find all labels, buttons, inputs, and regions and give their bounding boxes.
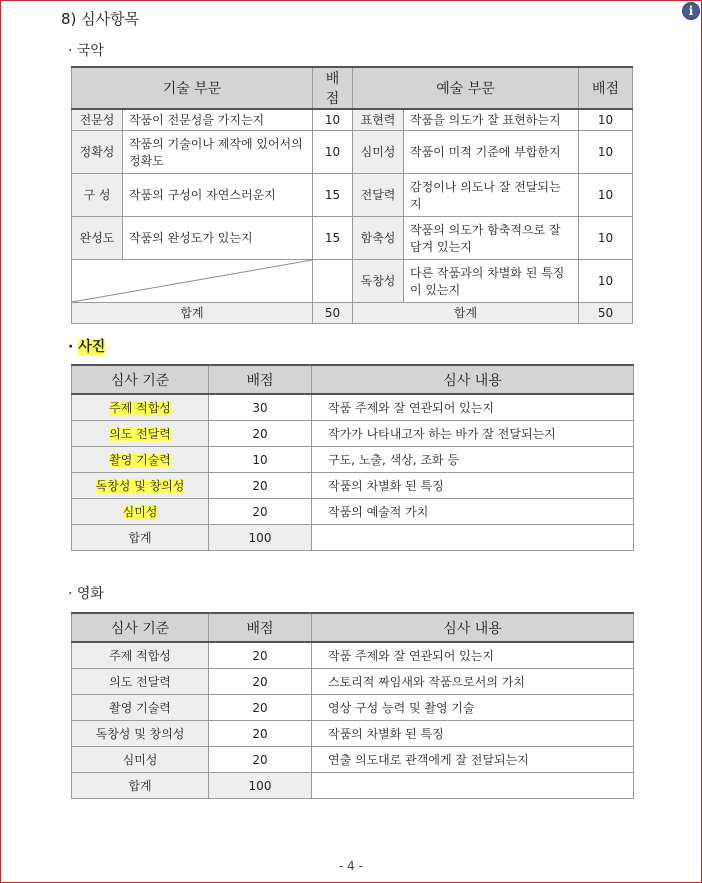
criterion-label: 의도 전달력 (72, 669, 209, 695)
table-row (72, 109, 633, 130)
criterion-content: 영상 구성 능력 및 촬영 기술 (312, 695, 634, 721)
score: 10 (313, 130, 353, 173)
criterion-label: 의도 전달력 (109, 427, 171, 441)
score (313, 259, 353, 302)
score: 20 (209, 642, 312, 669)
total-score: 50 (313, 302, 353, 323)
table-row (72, 747, 634, 773)
table-row (72, 421, 634, 447)
table-row (72, 394, 634, 421)
header-content: 심사 내용 (312, 613, 634, 642)
criterion-content: 작품 주제와 잘 연관되어 있는지 (312, 642, 634, 669)
table-row (72, 695, 634, 721)
total-row (72, 525, 634, 551)
photo-title-text: 사진 (78, 339, 106, 355)
table-row (72, 669, 634, 695)
total-label: 합계 (353, 302, 579, 323)
criterion-desc: 감정이나 의도나 잘 전달되는지 (404, 173, 579, 216)
header-score: 배점 (579, 67, 633, 109)
score: 20 (209, 695, 312, 721)
score: 20 (209, 747, 312, 773)
score: 30 (209, 394, 312, 421)
total-label: 합계 (72, 773, 209, 799)
film-title: · 영화 (68, 586, 104, 602)
score: 15 (313, 216, 353, 259)
header-criterion: 심사 기준 (72, 613, 209, 642)
criterion-desc: 다른 작품과의 차별화 된 특징이 있는지 (404, 259, 579, 302)
table-row (72, 721, 634, 747)
header-content: 심사 내용 (312, 365, 634, 394)
total-row (72, 773, 634, 799)
criterion-label: 정확성 (72, 130, 123, 173)
criterion-label: 심미성 (353, 130, 404, 173)
criterion-desc: 작품의 완성도가 있는지 (123, 216, 313, 259)
table-row (72, 259, 633, 302)
table-row (72, 473, 634, 499)
total-label: 합계 (72, 302, 313, 323)
gugak-title: · 국악 (68, 43, 104, 59)
criterion-content: 작품의 예술적 가치 (312, 499, 634, 525)
header-score: 배점 (313, 67, 353, 109)
table-row (72, 216, 633, 259)
header-criterion: 심사 기준 (72, 365, 209, 394)
criterion-desc: 작품의 기술이나 제작에 있어서의 정확도 (123, 130, 313, 173)
criterion-content: 작품의 차별화 된 특징 (312, 721, 634, 747)
gugak-table (71, 66, 633, 324)
criterion-label: 전달력 (353, 173, 404, 216)
criterion-content: 스토리적 짜임새와 작품으로서의 가치 (312, 669, 634, 695)
criterion-desc: 작품을 의도가 잘 표현하는지 (404, 109, 579, 130)
score: 10 (579, 259, 633, 302)
criterion-label: 함축성 (353, 216, 404, 259)
photo-table (71, 364, 634, 551)
criterion-desc: 작품이 전문성을 가지는지 (123, 109, 313, 130)
total-row (72, 302, 633, 323)
score: 20 (209, 499, 312, 525)
score: 20 (209, 473, 312, 499)
page-number: - 4 - (339, 859, 363, 873)
criterion-content: 연출 의도대로 관객에게 잘 전달되는지 (312, 747, 634, 773)
score: 10 (579, 216, 633, 259)
criterion-desc: 작품이 미적 기준에 부합한지 (404, 130, 579, 173)
header-score: 배점 (209, 365, 312, 394)
header-tech: 기술 부문 (72, 67, 313, 109)
criterion-label: 촬영 기술력 (109, 453, 171, 467)
criterion-label: 완성도 (72, 216, 123, 259)
criterion-content: 작품 주제와 잘 연관되어 있는지 (312, 394, 634, 421)
score: 10 (579, 173, 633, 216)
score: 15 (313, 173, 353, 216)
table-row (72, 173, 633, 216)
score: 10 (579, 109, 633, 130)
criterion-label: 전문성 (72, 109, 123, 130)
criterion-label: 심미성 (72, 747, 209, 773)
criterion-label: 주제 적합성 (109, 401, 171, 415)
photo-title: · 사진 (68, 339, 106, 355)
total-score: 100 (209, 773, 312, 799)
criterion-label: 주제 적합성 (72, 642, 209, 669)
criterion-desc: 작품의 의도가 함축적으로 잘 담겨 있는지 (404, 216, 579, 259)
total-score: 100 (209, 525, 312, 551)
score: 20 (209, 669, 312, 695)
criterion-label: 심미성 (122, 505, 158, 519)
score: 10 (579, 130, 633, 173)
criterion-label: 촬영 기술력 (72, 695, 209, 721)
score: 20 (209, 721, 312, 747)
criterion-label: 독창성 및 창의성 (72, 721, 209, 747)
table-row (72, 447, 634, 473)
table-row (72, 130, 633, 173)
header-art: 예술 부문 (353, 67, 579, 109)
criterion-label: 독창성 및 창의성 (95, 479, 185, 493)
criterion-label: 표현력 (353, 109, 404, 130)
criterion-label: 독창성 (353, 259, 404, 302)
table-row (72, 642, 634, 669)
header-score: 배점 (209, 613, 312, 642)
score: 20 (209, 421, 312, 447)
section-title: 8) 심사항목 (61, 10, 140, 28)
table-row (72, 499, 634, 525)
criterion-content: 작가가 나타내고자 하는 바가 잘 전달되는지 (312, 421, 634, 447)
info-icon[interactable]: i (682, 2, 700, 20)
criterion-label: 구 성 (72, 173, 123, 216)
empty-diagonal-cell (72, 259, 313, 302)
score: 10 (209, 447, 312, 473)
total-label: 합계 (72, 525, 209, 551)
total-score: 50 (579, 302, 633, 323)
score: 10 (313, 109, 353, 130)
film-table (71, 612, 634, 799)
criterion-content: 구도, 노출, 색상, 조화 등 (312, 447, 634, 473)
criterion-desc: 작품의 구성이 자연스러운지 (123, 173, 313, 216)
criterion-content: 작품의 차별화 된 특징 (312, 473, 634, 499)
